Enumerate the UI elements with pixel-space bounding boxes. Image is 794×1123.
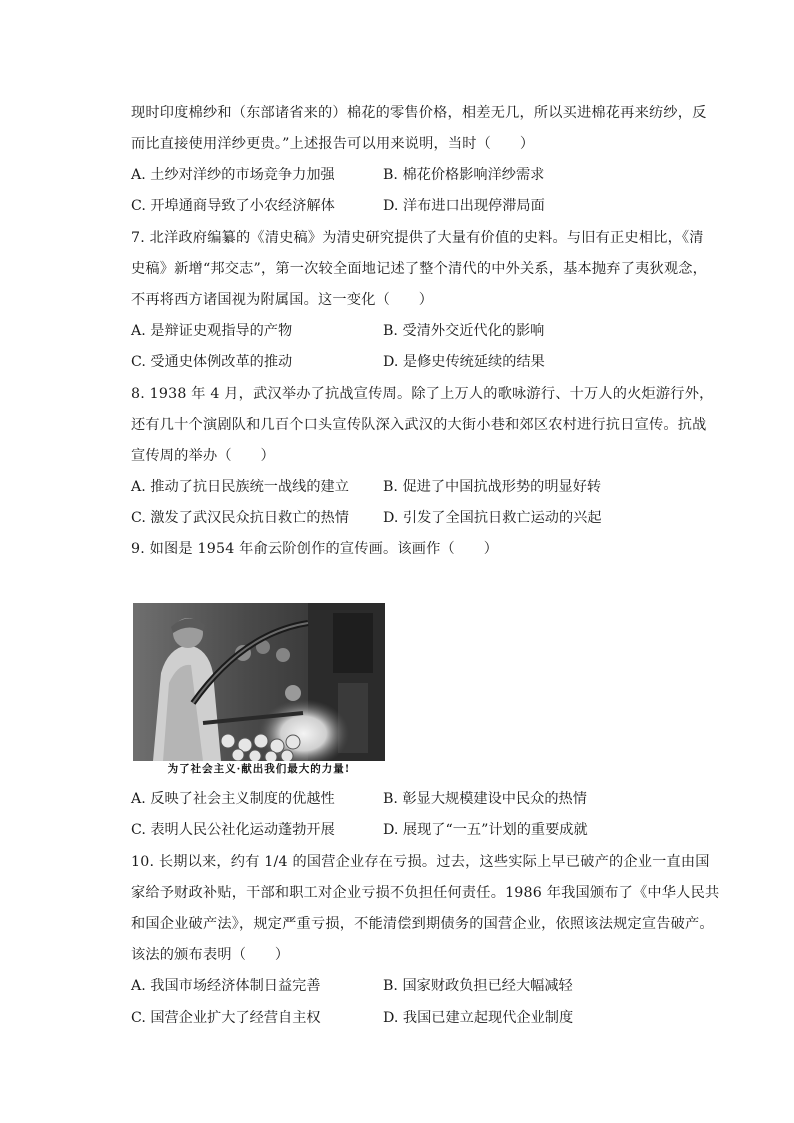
q10-stem-line-3: 和国企业破产法》，规定严重亏损，不能清偿到期债务的国营企业，依照该法规定宣告破产。	[131, 916, 714, 932]
q10-option-a[interactable]: A. 我国市场经济体制日益完善	[131, 978, 321, 994]
q7-stem-line-2: 史稿》新增“邦交志”，第一次较全面地记述了整个清代的中外关系，基本抛弃了夷狄观念，	[131, 261, 708, 277]
q10-stem-line-4: 该法的颁布表明（ ）	[131, 947, 290, 963]
q6-option-c[interactable]: C. 开埠通商导致了小农经济解体	[131, 198, 335, 214]
q6-option-a[interactable]: A. 土纱对洋纱的市场竞争力加强	[131, 167, 335, 183]
q10-stem-line-1: 10. 长期以来，约有 1/4 的国营企业存在亏损。过去，这些实际上早已破产的企业一直由国	[131, 854, 710, 870]
q10-stem-line-2: 家给予财政补贴，干部和职工对企业亏损不负担任何责任。1986 年我国颁布了《中华人民共	[131, 885, 720, 901]
q8-option-c[interactable]: C. 激发了武汉民众抗日救亡的热情	[131, 510, 349, 526]
q9-option-d[interactable]: D. 展现了“一五”计划的重要成就	[383, 822, 588, 838]
q7-option-d[interactable]: D. 是修史传统延续的结果	[383, 354, 545, 370]
q9-option-b[interactable]: B. 彰显大规模建设中民众的热情	[383, 791, 587, 807]
q8-stem-line-2: 还有几十个演剧队和几百个口头宣传队深入武汉的大街小巷和郊区农村进行抗日宣传。抗战	[131, 417, 707, 433]
q8-stem-line-3: 宣传周的举办（ ）	[131, 448, 275, 464]
q9-option-c[interactable]: C. 表明人民公社化运动蓬勃开展	[131, 822, 335, 838]
q8-option-b[interactable]: B. 促进了中国抗战形势的明显好转	[383, 479, 602, 495]
q9-stem-line-1: 9. 如图是 1954 年俞云阶创作的宣传画。该画作（ ）	[131, 541, 499, 557]
propaganda-poster-image	[133, 603, 385, 778]
q10-option-c[interactable]: C. 国营企业扩大了经营自主权	[131, 1010, 321, 1026]
q7-stem-line-3: 不再将西方诸国视为附属国。这一变化（ ）	[131, 292, 434, 308]
q10-option-d[interactable]: D. 我国已建立起现代企业制度	[383, 1010, 574, 1026]
q9-option-a[interactable]: A. 反映了社会主义制度的优越性	[131, 791, 335, 807]
q7-option-a[interactable]: A. 是辩证史观指导的产物	[131, 323, 293, 339]
q6-stem-line-2: 而比直接使用洋纱更贵。”上述报告可以用来说明，当时（ ）	[131, 136, 535, 152]
q6-stem-line-1: 现时印度棉纱和（东部诸省来的）棉花的零售价格，相差无几，所以买进棉花再来纺纱，反	[131, 105, 707, 121]
poster-caption: 为了社会主义·献出我们最大的力量!	[133, 761, 385, 778]
q7-option-c[interactable]: C. 受通史体例改革的推动	[131, 354, 293, 370]
q6-option-b[interactable]: B. 棉花价格影响洋纱需求	[383, 167, 545, 183]
poster-artwork	[133, 603, 385, 761]
q7-option-b[interactable]: B. 受清外交近代化的影响	[383, 323, 545, 339]
q10-option-b[interactable]: B. 国家财政负担已经大幅减轻	[383, 978, 573, 994]
q8-stem-line-1: 8. 1938 年 4 月，武汉举办了抗战宣传周。除了上万人的歌咏游行、十万人的火炬游行外，	[131, 386, 714, 402]
q7-stem-line-1: 7. 北洋政府编纂的《清史稿》为清史研究提供了大量有价值的史料。与旧有正史相比，《清	[131, 230, 704, 246]
q8-option-d[interactable]: D. 引发了全国抗日救亡运动的兴起	[383, 510, 602, 526]
q6-option-d[interactable]: D. 洋布进口出现停滞局面	[383, 198, 545, 214]
q8-option-a[interactable]: A. 推动了抗日民族统一战线的建立	[131, 479, 349, 495]
